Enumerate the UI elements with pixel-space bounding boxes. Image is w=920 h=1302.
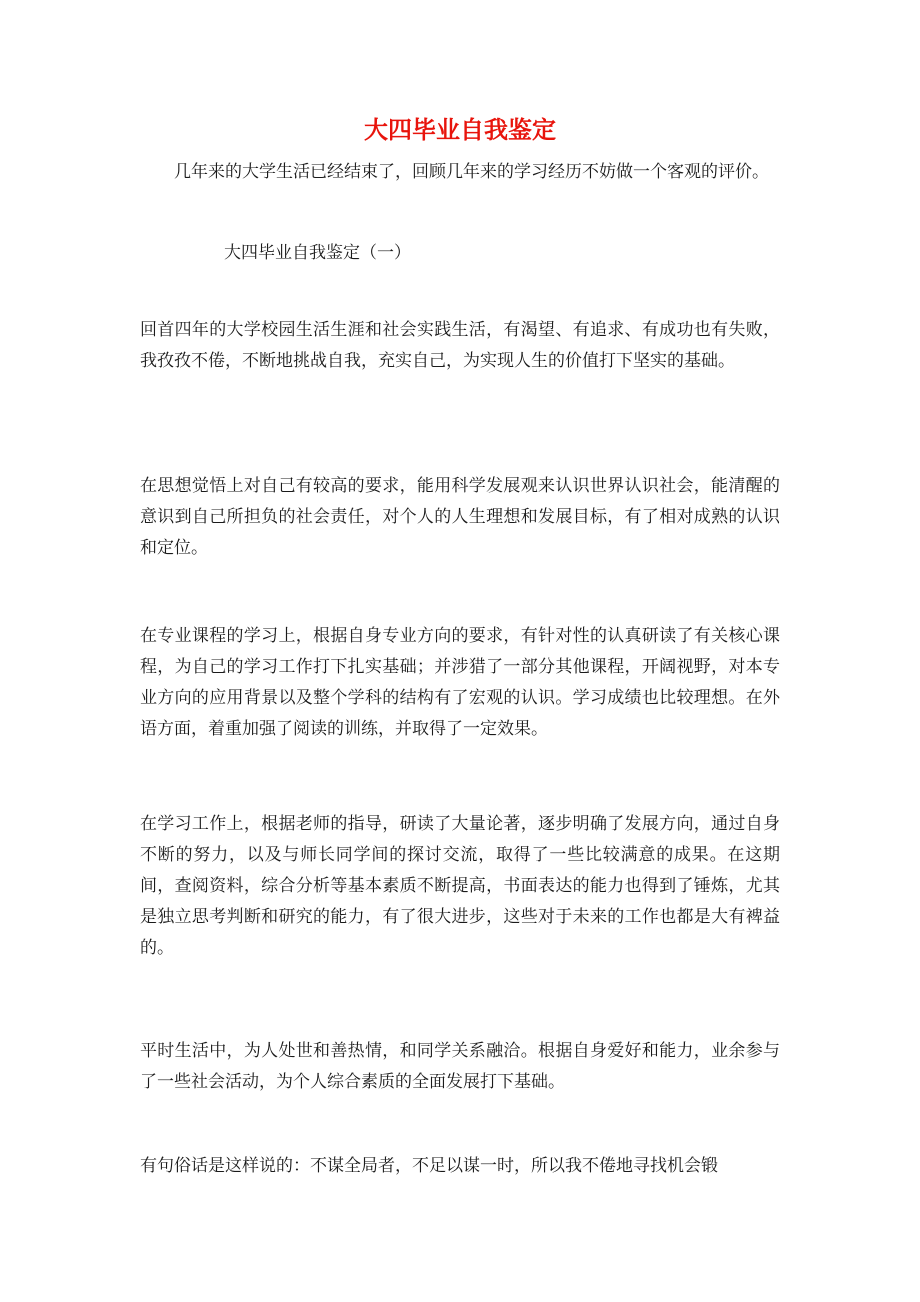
section-subtitle: 大四毕业自我鉴定（一） [224,243,411,263]
body-paragraph-5: 平时生活中，为人处世和善热情，和同学关系融洽。根据自身爱好和能力，业余参与了一些社会活动，为个人综合素质的全面发展打下基础。 [140,1041,780,1092]
document-title: 大四毕业自我鉴定 [364,116,556,144]
body-paragraph-2: 在思想觉悟上对自己有较高的要求，能用科学发展观来认识世界认识社会，能清醒的意识到自己所担负的社会责任，对个人的人生理想和发展目标，有了相对成熟的认识和定位。 [140,476,780,558]
body-paragraph-4: 在学习工作上，根据老师的指导，研读了大量论著，逐步明确了发展方向，通过自身不断的努力，以及与师长同学间的探讨交流，取得了一些比较满意的成果。在这期间，查阅资料，综合分析等基本素质不断提高，书面表达的能力也得到了锤炼，尤其是独立思考判断和研究的能力，有了很大进步，这些对于未来的工作也都是大有裨益的。 [140,814,780,958]
body-paragraph-1: 回首四年的大学校园生活生涯和社会实践生活，有渴望、有追求、有成功也有失败，我孜孜不倦，不断地挑战自我，充实自己，为实现人生的价值打下坚实的基础。 [140,320,780,371]
intro-paragraph: 几年来的大学生活已经结束了，回顾几年来的学习经历不妨做一个客观的评价。 [174,162,769,182]
body-paragraph-3: 在专业课程的学习上，根据自身专业方向的要求，有针对性的认真研读了有关核心课程，为自己的学习工作打下扎实基础；并涉猎了一部分其他课程，开阔视野，对本专业方向的应用背景以及整个学科的结构有了宏观的认识。学习成绩也比较理想。在外语方面，着重加强了阅读的训练，并取得了一定效果。 [140,626,780,739]
body-paragraph-6: 有句俗话是这样说的：不谋全局者，不足以谋一时，所以我不倦地寻找机会锻 [140,1156,718,1176]
